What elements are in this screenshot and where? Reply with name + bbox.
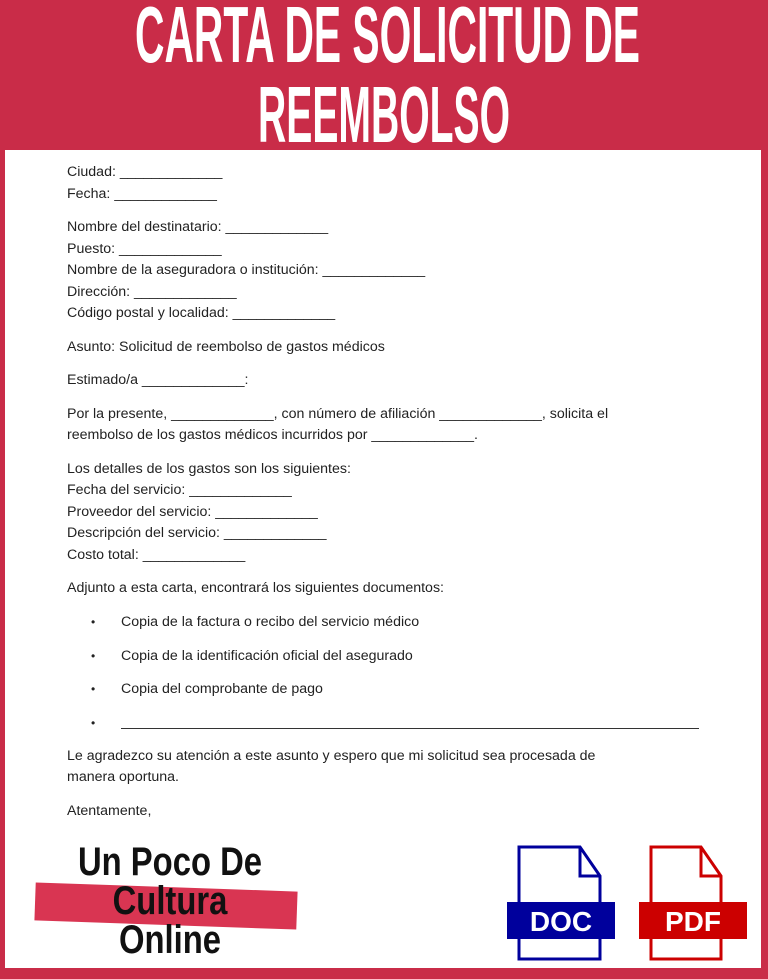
field-destinatario: Nombre del destinatario: _____________ xyxy=(67,219,329,235)
bullet-icon: • xyxy=(91,715,96,730)
field-proveedor: Proveedor del servicio: _____________ xyxy=(67,503,318,520)
title-line-2: REEMBOLSO xyxy=(258,70,510,150)
greeting: Estimado/a _____________: xyxy=(67,372,249,388)
field-fecha-servicio: Fecha del servicio: _____________ xyxy=(67,482,292,498)
paragraph-1-line-2: reembolso de los gastos médicos incurridos por _____________. xyxy=(67,427,478,443)
field-puesto: Puesto: _____________ xyxy=(67,240,222,257)
bullet-icon: • xyxy=(91,682,96,697)
list-item: • Copia del comprobante de pago xyxy=(67,673,727,707)
closing-line-1: Le agradezco su atención a este asunto y espero que mi solicitud sea procesada de xyxy=(67,747,596,764)
field-descripcion: Descripción del servicio: _____________ xyxy=(67,525,327,541)
field-ciudad: Ciudad: _____________ xyxy=(67,164,223,180)
brand-logo xyxy=(35,842,305,962)
letter-page xyxy=(5,150,761,968)
details-intro: Los detalles de los gastos son los siguientes: xyxy=(67,460,351,477)
paragraph-1-line-1: Por la presente, _____________, con número de afiliación _____________, solicita el xyxy=(67,405,609,422)
sign-off: Atentamente, xyxy=(67,802,152,819)
bullet-icon: • xyxy=(91,615,96,630)
title-line-1: CARTA DE SOLICITUD DE xyxy=(135,0,640,79)
logo-line-1: Un Poco De xyxy=(77,840,263,884)
field-fecha: Fecha: _____________ xyxy=(67,185,217,202)
field-codigo-postal: Código postal y localidad: _____________ xyxy=(67,305,336,321)
field-costo: Costo total: _____________ xyxy=(67,546,246,563)
list-item: • Copia de la identificación oficial del asegurado xyxy=(67,639,727,673)
pdf-label: PDF xyxy=(665,906,721,937)
pdf-download-icon[interactable] xyxy=(637,844,749,962)
field-aseguradora: Nombre de la aseguradora o institución: _____________ xyxy=(67,262,426,278)
logo-line-3: Online xyxy=(118,918,222,962)
closing-line-2: manera oportuna. xyxy=(67,769,179,785)
logo-line-2: Cultura xyxy=(112,879,228,923)
letter-body xyxy=(67,162,727,822)
subject-line: Asunto: Solicitud de reembolso de gastos médicos xyxy=(67,338,385,355)
list-item: • Copia de la factura o recibo del servicio médico xyxy=(67,606,727,640)
title-banner xyxy=(0,0,768,150)
doc-download-icon[interactable] xyxy=(505,844,617,962)
bullet-icon: • xyxy=(91,648,96,663)
doc-label: DOC xyxy=(529,906,593,937)
blank-line xyxy=(121,716,699,729)
field-direccion: Dirección: _____________ xyxy=(67,283,237,300)
list-item-blank xyxy=(67,706,727,740)
attachments-intro: Adjunto a esta carta, encontrará los siguientes documentos: xyxy=(67,580,444,596)
